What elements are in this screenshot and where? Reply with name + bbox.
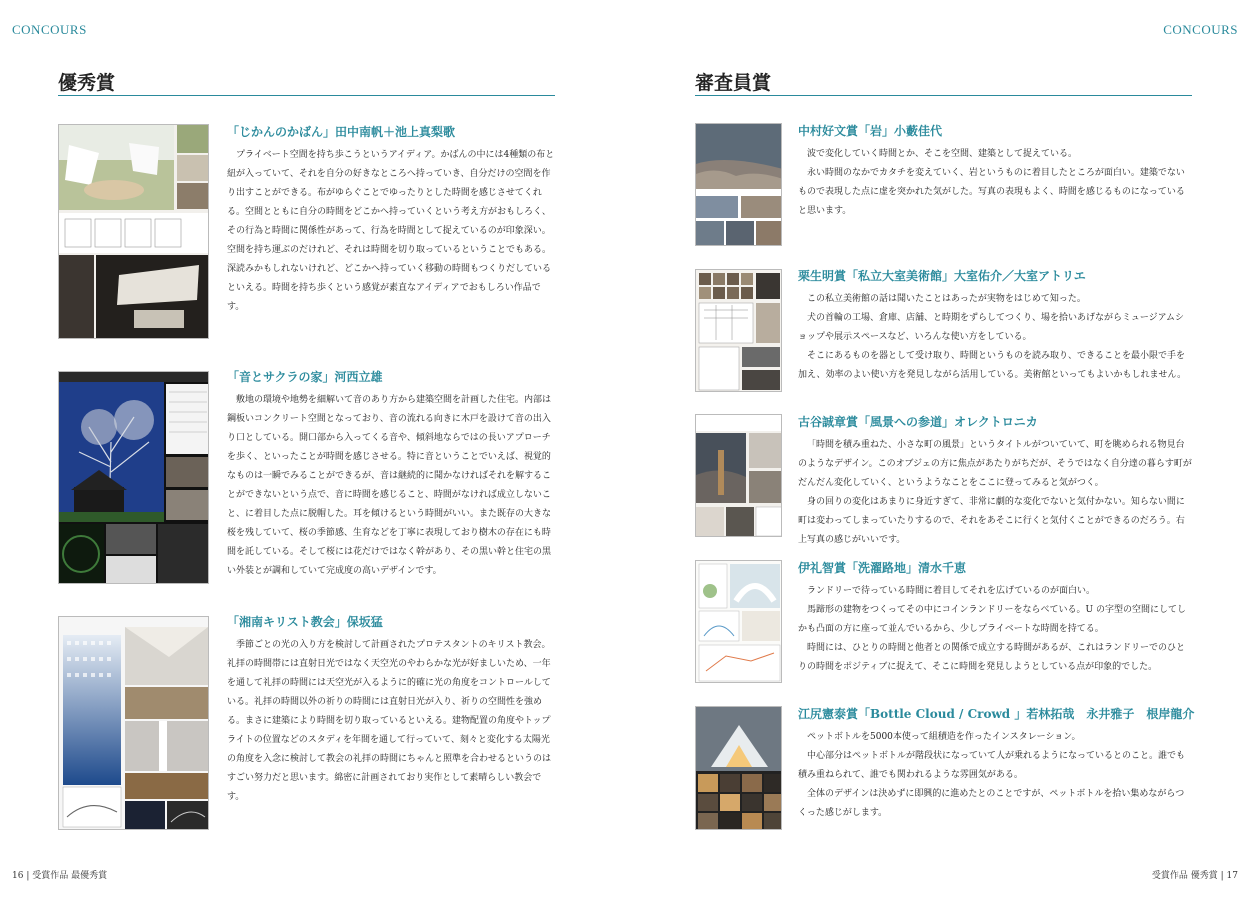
section-divider-right	[695, 95, 1192, 96]
award-entry-body	[798, 290, 1192, 385]
award-entry-paragraph: ペットボトルを5000本使って組積造を作ったインスタレーション。	[807, 732, 1081, 742]
award-entry-title: 「じかんのかばん」田中南帆＋池上真梨歌	[227, 125, 456, 139]
award-entry-paragraph: プライベート空間を持ち歩こうというアイディア。かばんの中には4種類の布と紐が入っていて、それを自分の好きなところへ持っていき、自分だけの空間を作り出すことができる。布がゆらぐことでゆったりとした時間を感じさせてくれる。空間とともに自分の時間をどこかへ持っていくという考え方がおもしろく、その行為と時間に関係性があって、行為を時間として捉えているのが印象深い。空間を持ち運ぶのだけれど、それは時間を切り取っているということでもある。深読みかもしれないけれど、どこかへ持っていく移動の時間もつくりだしているといえる。時間を持ち歩くという感覚が素直なアイディアでおもしろい作品です。	[227, 150, 555, 312]
award-entry-body	[227, 636, 555, 807]
section-divider-left	[58, 95, 555, 96]
award-entry-fukei-sando	[798, 414, 1192, 550]
award-entry-title: 古谷誠章賞「風景への参道」オレクトロニカ	[798, 415, 1038, 429]
entry-image-bottle-cloud	[695, 706, 782, 830]
page-footer-left: 16 | 受賞作品 最優秀賞	[12, 871, 108, 881]
award-entry-shonan-church	[227, 614, 555, 807]
award-entry-paragraph: 敷地の環境や地勢を細解いて音のあり方から建築空間を計画した住宅。内部は鋼板いコンクリート空間となっており、音の流れる向きに木戸を設けて音の出入り口としている。開口部から入ってくる音や、傾斜地ならではの長いアプローチを歩く、といったことが時間を感じさせる。特に音ということでいえば、視覚的なものは一瞬でみることができるが、音は継続的に聞かなければそれを解することができないという点で、音に時間を感じること、時間がなければ成立しないこと、に着目した点に脱帽した。耳を傾けるという時間がいい。また既存の大きな桜を残していて、桜の季節感、生育などを丁寧に表現しており樹木の存在にも時間を託している。そして桜には花だけではなく幹があり、その黒い幹と住宅の黒い外装とが調和していて完成度の高いデザインです。	[227, 395, 552, 576]
award-entry-paragraph: 犬の首輪の工場、倉庫、店舗、と時期をずらしてつくり、場を拾いあげながらミュージアムショップや展示スペースなど、いろんな使い方をしている。	[798, 313, 1185, 342]
award-entry-iwa	[798, 123, 1192, 221]
entry-image-sentaku-roji	[695, 560, 782, 683]
award-entry-title: 江尻憲泰賞「Bottle Cloud / Crowd 」若林拓哉 永井雅子 根岸龍介	[798, 707, 1195, 721]
award-entry-paragraph: この私立美術館の話は聞いたことはあったが実物をはじめて知った。	[807, 294, 1086, 304]
award-entry-body	[227, 391, 555, 581]
award-entry-bottle-cloud	[798, 706, 1195, 823]
award-entry-paragraph: そこにあるものを器として受け取り、時間というものを読み取り、できることを最小限で手を加え、効率のよい使い方を発見しながら活用している。美術館といってもよいかもしれません。	[798, 351, 1187, 380]
page-footer-right: 受賞作品 優秀賞 | 17	[1151, 871, 1238, 881]
award-entry-body	[798, 582, 1192, 677]
award-entry-body	[798, 145, 1192, 221]
award-entry-paragraph: 「時間を積み重ねた、小さな町の風景」というタイトルがついていて、町を眺められる物見台のようなデザイン。このオブジェの方に焦点があたりがちだが、そうではなく自分達の暮らす町がだんだん変化していく、というようなことをここに登ってみると気がつく。	[798, 440, 1192, 488]
section-title-left: 優秀賞	[58, 72, 116, 94]
award-entry-title: 中村好文賞「岩」小藪佳代	[798, 124, 943, 138]
header-label-right: CONCOURS	[1163, 22, 1238, 37]
entry-image-fukei-sando	[695, 414, 782, 537]
award-entry-paragraph: 身の回りの変化はあまりに身近すぎて、非常に劇的な変化でないと気付かない。知らない間に町は変わってしまっていたりするので、それをあそこに行くと気付くことができるのだろう。右上写真の感じがいいです。	[798, 497, 1185, 545]
award-entry-paragraph: 永い時間のなかでカタチを変えていく、岩というものに着目したところが面白い。建築でないもので表現した点に虚を突かれた気がした。写真の表現もよく、時間を感じるものになっていると思います。	[798, 168, 1185, 216]
award-entry-body	[798, 436, 1192, 550]
award-entry-omuro-museum	[798, 268, 1192, 385]
entry-image-omuro-museum	[695, 269, 782, 392]
entry-image-jikan-no-kaban	[58, 124, 209, 339]
award-entry-paragraph: 季節ごとの光の入り方を検討して計画されたプロテスタントのキリスト教会。礼拝の時間帯には直射日光ではなく天空光のやわらかな光が好ましいため、一年を通して礼拝の時間には天空光が入るように的確に光の角度をコントロールしている。礼拝の時間以外の祈りの時間には直射日光が入り、祈りの空間性を強める。まさに建築により時間を切り取っているといえる。建物配置の角度やトップライトの位置などのスタディを年間を通して行っていて、刻々と変化する太陽光の角度を入念に検討して教会の礼拝の時間にちゃんと照準を合わせるというのはすごい努力だと思います。綿密に計画されており実作として素晴らしい教会です。	[227, 640, 552, 802]
award-entry-body	[227, 146, 555, 317]
award-entry-paragraph: 全体のデザインは決めずに即興的に進めたとのことですが、ペットボトルを拾い集めながらつくった感じがします。	[798, 789, 1185, 818]
award-entry-title: 伊礼智賞「洗濯路地」清水千恵	[798, 561, 967, 575]
award-entry-oto-to-sakura	[227, 369, 555, 581]
header-label-left: CONCOURS	[12, 22, 87, 37]
award-entry-jikan-no-kaban	[227, 124, 555, 317]
award-entry-title: 栗生明賞「私立大室美術館」大室佑介／大室アトリエ	[798, 269, 1086, 283]
award-entry-paragraph: 中心部分はペットボトルが階段状になっていて人が乗れるようになっているとのこと。誰でも積み重ねられて、誰でも関われるような雰囲気がある。	[798, 751, 1186, 780]
award-entry-sentaku-roji	[798, 560, 1192, 677]
section-title-right: 審査員賞	[695, 72, 772, 94]
entry-image-shonan-church	[58, 616, 209, 830]
award-entry-paragraph: 時間には、ひとりの時間と他者との関係で成立する時間があるが、これはランドリーでのひとりの時間をポジティブに捉えて、そこに時間を発見しようとしている点が印象的でした。	[798, 643, 1186, 672]
entry-image-iwa	[695, 123, 782, 246]
award-entry-title: 「湘南キリスト教会」保坂猛	[227, 615, 383, 629]
award-entry-paragraph: 馬蹄形の建物をつくってその中にコインランドリーをならべている。U の字型の空間にしてしかも凸面の方に座って並んでいるから、少しプライベートな時間を持てる。	[798, 605, 1186, 634]
award-entry-title: 「音とサクラの家」河西立雄	[227, 370, 383, 384]
award-entry-paragraph: ランドリーで待っている時間に着目してそれを広げているのが面白い。	[807, 586, 1096, 596]
award-entry-paragraph: 波で変化していく時間とか、そこを空間、建築として捉えている。	[807, 149, 1078, 159]
award-entry-body	[798, 728, 1192, 823]
entry-image-oto-to-sakura	[58, 371, 209, 584]
